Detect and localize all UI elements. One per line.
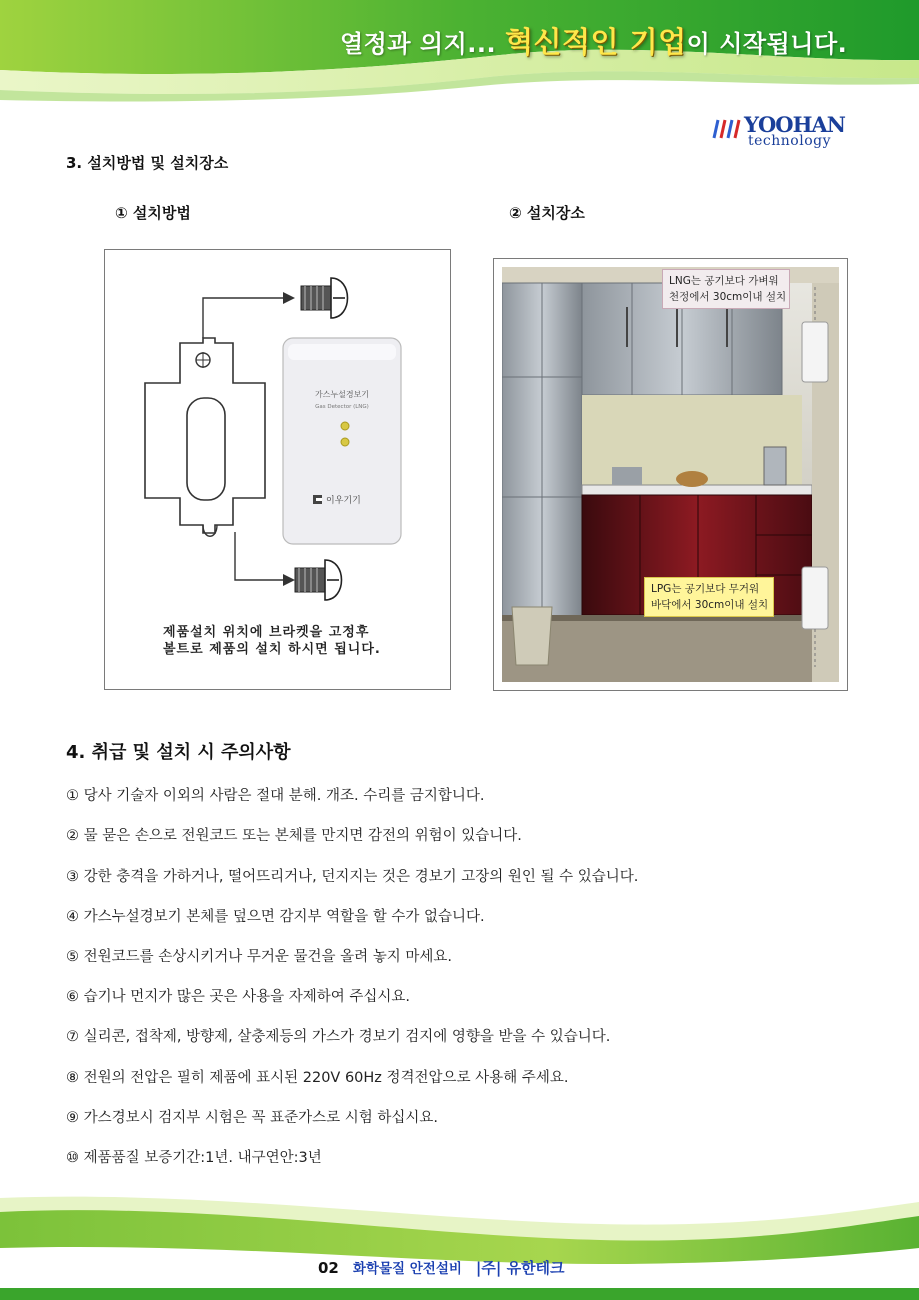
caution-item: ② 물 묻은 손으로 전원코드 또는 본체를 만지면 감전의 위험이 있습니다. (66, 828, 522, 844)
method-caption-line2: 볼트로 제품의 설치 하시면 됩니다. (163, 642, 381, 657)
footer-company: |주| 유한테크 (475, 1259, 565, 1277)
led-indicator-1 (341, 422, 349, 430)
install-method-figure (104, 249, 451, 690)
caution-item: ⑥ 습기나 먼지가 많은 곳은 사용을 자제하여 주십시요. (66, 989, 411, 1005)
install-location-label: ② 설치장소 (509, 204, 585, 222)
device-label: 가스누설경보기 (314, 390, 370, 399)
page-number: 02 (318, 1259, 339, 1277)
caution-item: ④ 가스누설경보기 본체를 덮으면 감지부 역할을 할 수가 없습니다. (66, 909, 485, 925)
gas-detector-device (283, 338, 401, 544)
device-sublabel: Gas Detector (LNG) (315, 404, 369, 410)
screw-bottom-icon (295, 560, 342, 600)
footer-wave-banner (0, 1190, 919, 1300)
company-logo (708, 110, 858, 154)
header-slogan (340, 20, 847, 61)
detector-top-icon (802, 322, 828, 382)
install-location-figure (493, 258, 848, 691)
method-caption (163, 624, 381, 658)
kitchen-photo (502, 267, 839, 682)
caution-item: ① 당사 기술자 이외의 사람은 절대 분해. 개조. 수리를 금지합니다. (66, 788, 485, 804)
screw-top-icon (301, 278, 348, 318)
lpg-note-line2: 바닥에서 30cm이내 설치 (651, 599, 769, 611)
caution-item: ⑤ 전원코드를 손상시키거나 무거운 물건을 올려 놓지 마세요. (66, 949, 453, 965)
section3-title: 3. 설치방법 및 설치장소 (66, 154, 229, 172)
caution-item: ⑩ 제품품질 보증기간:1년. 내구연안:3년 (66, 1150, 322, 1166)
slogan-suffix: 이 시작됩니다. (686, 30, 848, 58)
lng-note-line2: 천정에서 30cm이내 설치 (669, 291, 787, 303)
caution-item: ⑧ 전원의 전압은 필히 제품에 표시된 220V 60Hz 정격전압으로 사용해 주세요. (66, 1070, 569, 1086)
method-caption-line1: 제품설치 위치에 브라켓을 고정후 (163, 625, 370, 640)
footer-text (318, 1257, 565, 1278)
caution-item: ③ 강한 충격을 가하거나, 떨어뜨리거나, 던지지는 것은 경보기 고장의 원인 될 수 있습니다. (66, 869, 639, 885)
caution-item: ⑦ 실리콘, 접착제, 방향제, 살충제등의 가스가 경보기 검지에 영향을 받을 수 있습니다. (66, 1029, 611, 1045)
bracket-slot (187, 398, 225, 500)
device-brand: 이우기기 (326, 496, 361, 506)
slogan-prefix: 열정과 의지... (340, 30, 505, 58)
section4-title: 4. 취급 및 설치 시 주의사항 (66, 742, 291, 763)
led-indicator-2 (341, 438, 349, 446)
lng-note-line1: LNG는 공기보다 가벼워 (669, 275, 779, 287)
logo-slashes-icon (708, 116, 742, 142)
lpg-install-note (644, 577, 774, 617)
lpg-note-line1: LPG는 공기보다 무거워 (651, 583, 760, 595)
lng-install-note (662, 269, 790, 309)
install-method-label: ① 설치방법 (115, 204, 191, 222)
footer-label: 화학물질 안전설비 (352, 1261, 462, 1277)
detector-bottom-icon (802, 567, 828, 629)
caution-item: ⑨ 가스경보시 검지부 시험은 꼭 표준가스로 시험 하십시요. (66, 1110, 439, 1126)
logo-name: YOOHAN (744, 112, 845, 137)
logo-subtitle: technology (748, 133, 831, 149)
slogan-highlight: 혁신적인 기업 (504, 25, 687, 59)
